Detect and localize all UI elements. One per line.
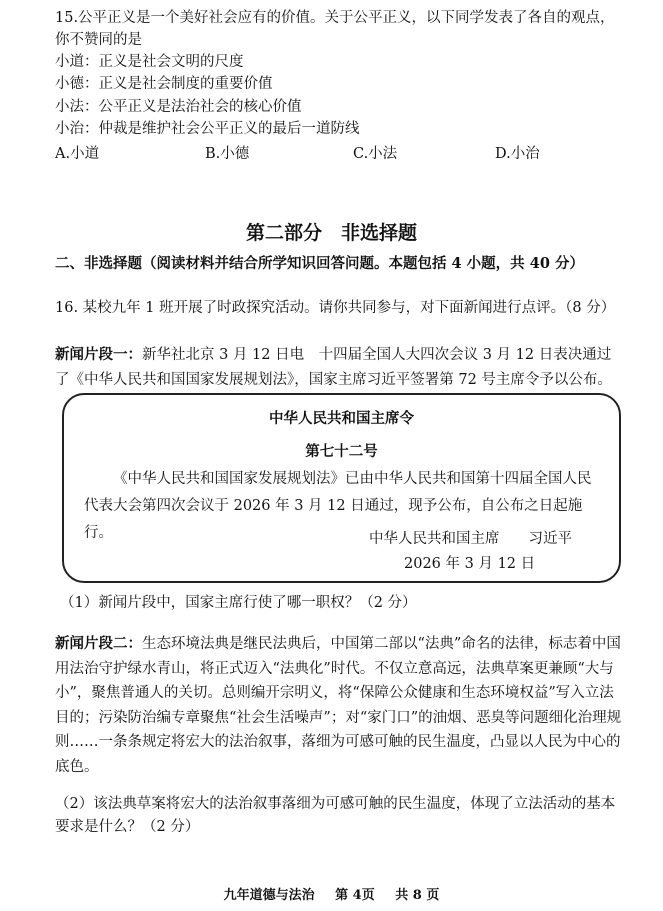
decree-signer: 中华人民共和国主席 习近平 [369, 531, 572, 547]
news-snippet-2 [55, 632, 625, 780]
q15-option-c: C.小法 [353, 146, 398, 162]
q15-opinion-4: 小治：仲裁是维护社会公平正义的最后一道防线 [55, 121, 360, 137]
section-heading: 二、非选择题（阅读材料并结合所学知识回答问题。本题包括 4 小题，共 40 分） [55, 255, 584, 272]
footer-total: 共 8 页 [395, 888, 440, 903]
news-1-text: 新华社北京 3 月 12 日电 十四届全国人大四次会议 3 月 12 日表决通过了《中华人民共和国国家发展规划法》，国家主席习近平签署第 72 号主席令予以公布。 [55, 347, 612, 388]
decree-body: 《中华人民共和国国家发展规划法》已由中华人民共和国第十四届全国人民代表大会第四次会议于 2026 年 3 月 12 日通过，现予公布，自公布之日起施行。 [84, 471, 592, 541]
q16-sub-question-1: （1）新闻片段中，国家主席行使了哪一职权？（2 分） [60, 595, 417, 611]
decree-number: 第七十二号 [305, 443, 378, 460]
news-2-label: 新闻片段二： [55, 635, 142, 652]
footer-subject: 九年道德与法治 [223, 888, 315, 903]
decree-date: 2026 年 3 月 12 日 [404, 556, 536, 572]
footer-page: 第 4页 [335, 888, 375, 903]
q15-stem-line2: 你不赞同的是 [55, 32, 142, 48]
q15-opinion-3: 小法：公平正义是法治社会的核心价值 [55, 99, 302, 115]
q15-options [55, 142, 615, 164]
q16-intro: 16. 某校九年 1 班开展了时政探究活动。请你共同参与，对下面新闻进行点评。（8 分） [55, 300, 616, 316]
news-snippet-1 [55, 342, 625, 393]
decree-title: 中华人民共和国主席令 [269, 410, 414, 427]
page-footer [0, 884, 663, 903]
q15-option-d: D.小治 [495, 146, 540, 162]
news-2-text: 生态环境法典是继民法典后，中国第二部以“法典”命名的法律，标志着中国用法治守护绿水青山，将正式迈入“法典化”时代。不仅立意高远，法典草案更兼顾“大与小”，聚焦普通人的关切。总则编开宗明义，将“保障公众健康和生态环境权益”写入立法目的；污染防治编专章聚焦“社会生活噪声”；对“家门口”的油烟、恶臭等问题细化治理规则……一条条规定将宏大的法治叙事，落细为可感可触的民生温度，凸显以人民为中心的底色。 [55, 636, 622, 775]
q15-opinion-1: 小道：正义是社会文明的尺度 [55, 54, 244, 70]
news-1-label: 新闻片段一： [55, 346, 142, 363]
part-title: 第二部分 非选择题 [245, 222, 417, 244]
presidential-decree-box [62, 393, 621, 583]
q15-stem-line1: 15.公平正义是一个美好社会应有的价值。关于公平正义，以下同学发表了各自的观点， [55, 10, 615, 26]
q15-option-b: B.小德 [205, 146, 250, 162]
q16-sub-question-2: （2）该法典草案将宏大的法治叙事落细为可感可触的民生温度，体现了立法活动的基本要求是什么？（2 分） [55, 796, 616, 835]
q15-option-a: A.小道 [55, 146, 100, 162]
q15-opinion-2: 小德：正义是社会制度的重要价值 [55, 76, 273, 92]
